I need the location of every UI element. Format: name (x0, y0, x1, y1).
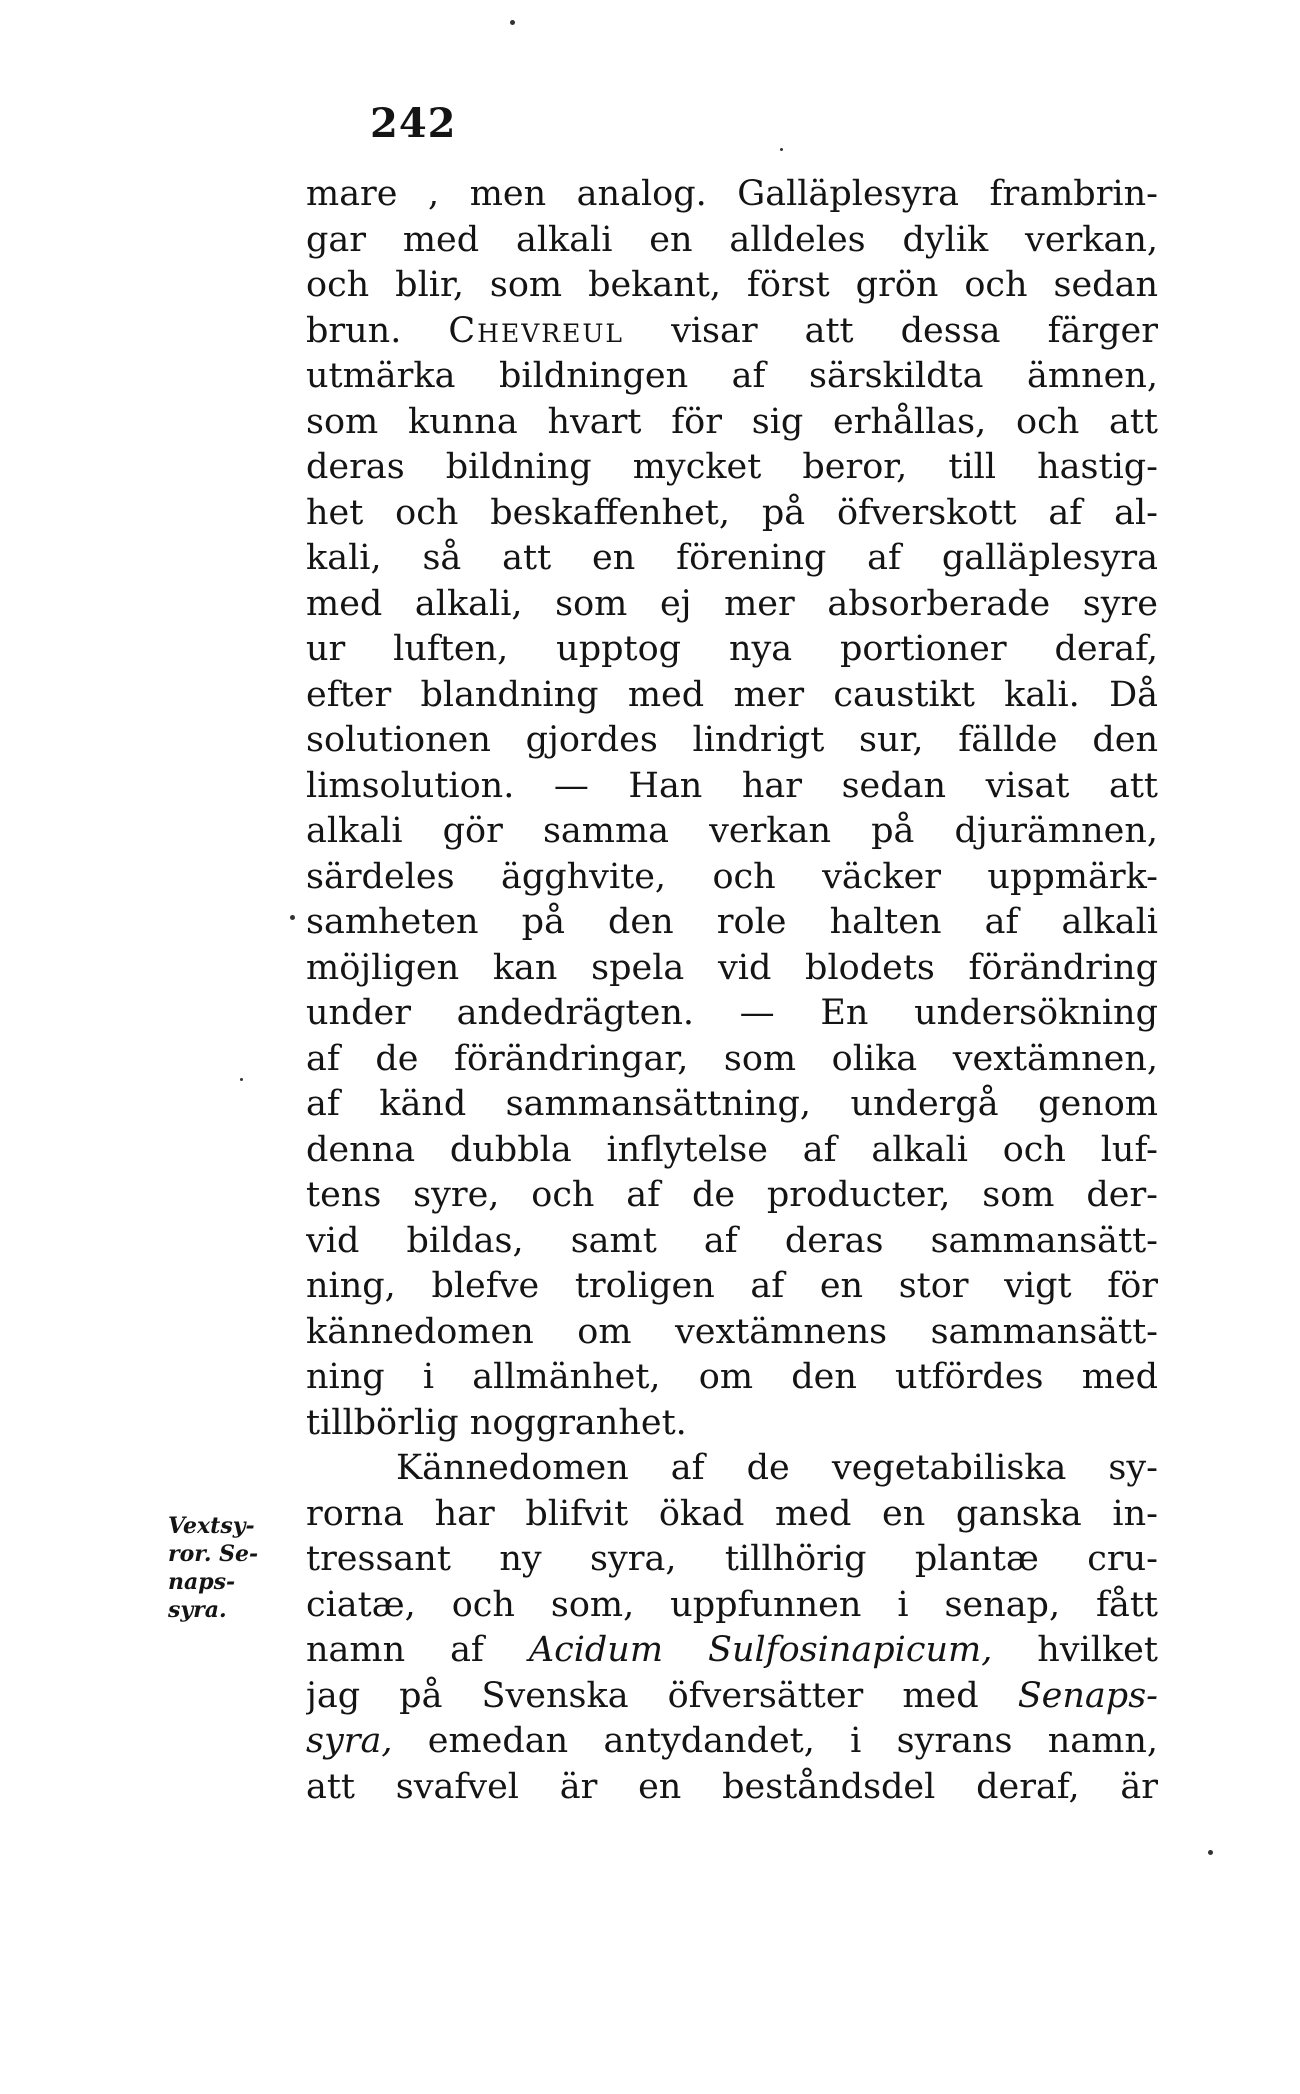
text-line: tressant ny syra, tillhörig plantæ cru- (306, 1539, 1158, 1579)
text-line: kali, så att en förening af galläplesyra (306, 538, 1158, 578)
text-line: ning i allmänhet, om den utfördes med (306, 1357, 1158, 1397)
text-line: ciatæ, och som, uppfunnen i senap, fått (306, 1584, 1158, 1625)
text-line: ning, blefve troligen af en stor vigt för (306, 1266, 1158, 1306)
italic-term: syra, (306, 1721, 393, 1761)
text-line: ur luften, upptog nya portioner deraf, (306, 629, 1158, 669)
text-fragment: visar att dessa färger (671, 310, 1158, 351)
text-line: kännedomen om vextämnens sammansätt- (306, 1311, 1158, 1352)
text-line: samheten på den role halten af alkali (306, 902, 1158, 942)
print-speck (290, 915, 295, 920)
text-line: utmärka bildningen af särskildta ämnen, (306, 356, 1158, 396)
print-speck (780, 148, 783, 151)
author-name: Chevreul (448, 310, 625, 351)
text-line: och blir, som bekant, först grön och sedan (306, 265, 1158, 305)
text-line (306, 1719, 1158, 1765)
text-line: under andedrägten. — En undersökning (306, 993, 1158, 1033)
print-speck (510, 20, 515, 25)
text-line: Kännedomen af de vegetabiliska sy- (396, 1448, 1158, 1488)
margin-note-line: ror. Se- (168, 1541, 259, 1567)
text-line: särdeles ägghvite, och väcker uppmärk- (306, 856, 1158, 897)
text-line: tens syre, och af de producter, som der- (306, 1175, 1158, 1215)
text-line: alkali gör samma verkan på djurämnen, (306, 811, 1158, 851)
latin-term: Acidum Sulfosinapicum, (528, 1630, 993, 1670)
page-number: 242 (370, 100, 457, 147)
text-line (306, 1628, 1158, 1674)
text-line: mare , men analog. Galläplesyra frambrin- (306, 174, 1158, 214)
margin-note-line: Vextsy- (168, 1513, 255, 1539)
text-line: deras bildning mycket beror, till hastig- (306, 447, 1158, 487)
margin-note (168, 1512, 318, 1624)
print-speck (240, 1078, 243, 1081)
text-fragment: brun. (306, 310, 402, 351)
text-fragment: hvilket (1037, 1630, 1158, 1670)
text-line: med alkali, som ej mer absorberade syre (306, 583, 1158, 624)
margin-note-line: naps- (168, 1569, 236, 1595)
text-line: vid bildas, samt af deras sammansätt- (306, 1220, 1158, 1261)
text-line: het och beskaffenhet, på öfverskott af al- (306, 492, 1158, 533)
text-line: efter blandning med mer caustikt kali. Då (306, 674, 1158, 715)
text-fragment: emedan antydandet, i syrans namn, (427, 1721, 1158, 1761)
text-line: att svafvel är en beståndsdel deraf, är (306, 1766, 1158, 1807)
text-line: limsolution. — Han har sedan visat att (306, 765, 1158, 806)
text-line: af de förändringar, som olika vextämnen, (306, 1038, 1158, 1079)
text-line (306, 1674, 1158, 1720)
body-text (306, 172, 1158, 1810)
text-line: af känd sammansättning, undergå genom (306, 1084, 1158, 1124)
text-line: solutionen gjordes lindrigt sur, fällde den (306, 720, 1158, 760)
print-speck (1208, 1850, 1213, 1855)
text-line: tillbörlig noggranhet. (306, 1402, 687, 1443)
text-line: gar med alkali en alldeles dylik verkan, (306, 219, 1158, 260)
text-fragment: namn af (306, 1630, 484, 1670)
text-fragment: jag på Svenska öfversätter med (306, 1675, 979, 1716)
text-line (306, 309, 1158, 355)
italic-term: Senaps- (1017, 1675, 1158, 1716)
text-line: möjligen kan spela vid blodets förändring (306, 947, 1158, 988)
text-line: som kunna hvart för sig erhållas, och att (306, 401, 1158, 442)
text-line: rorna har blifvit ökad med en ganska in- (306, 1493, 1158, 1534)
margin-note-line: syra. (168, 1597, 227, 1623)
text-line: denna dubbla inflytelse af alkali och luf- (306, 1129, 1158, 1170)
